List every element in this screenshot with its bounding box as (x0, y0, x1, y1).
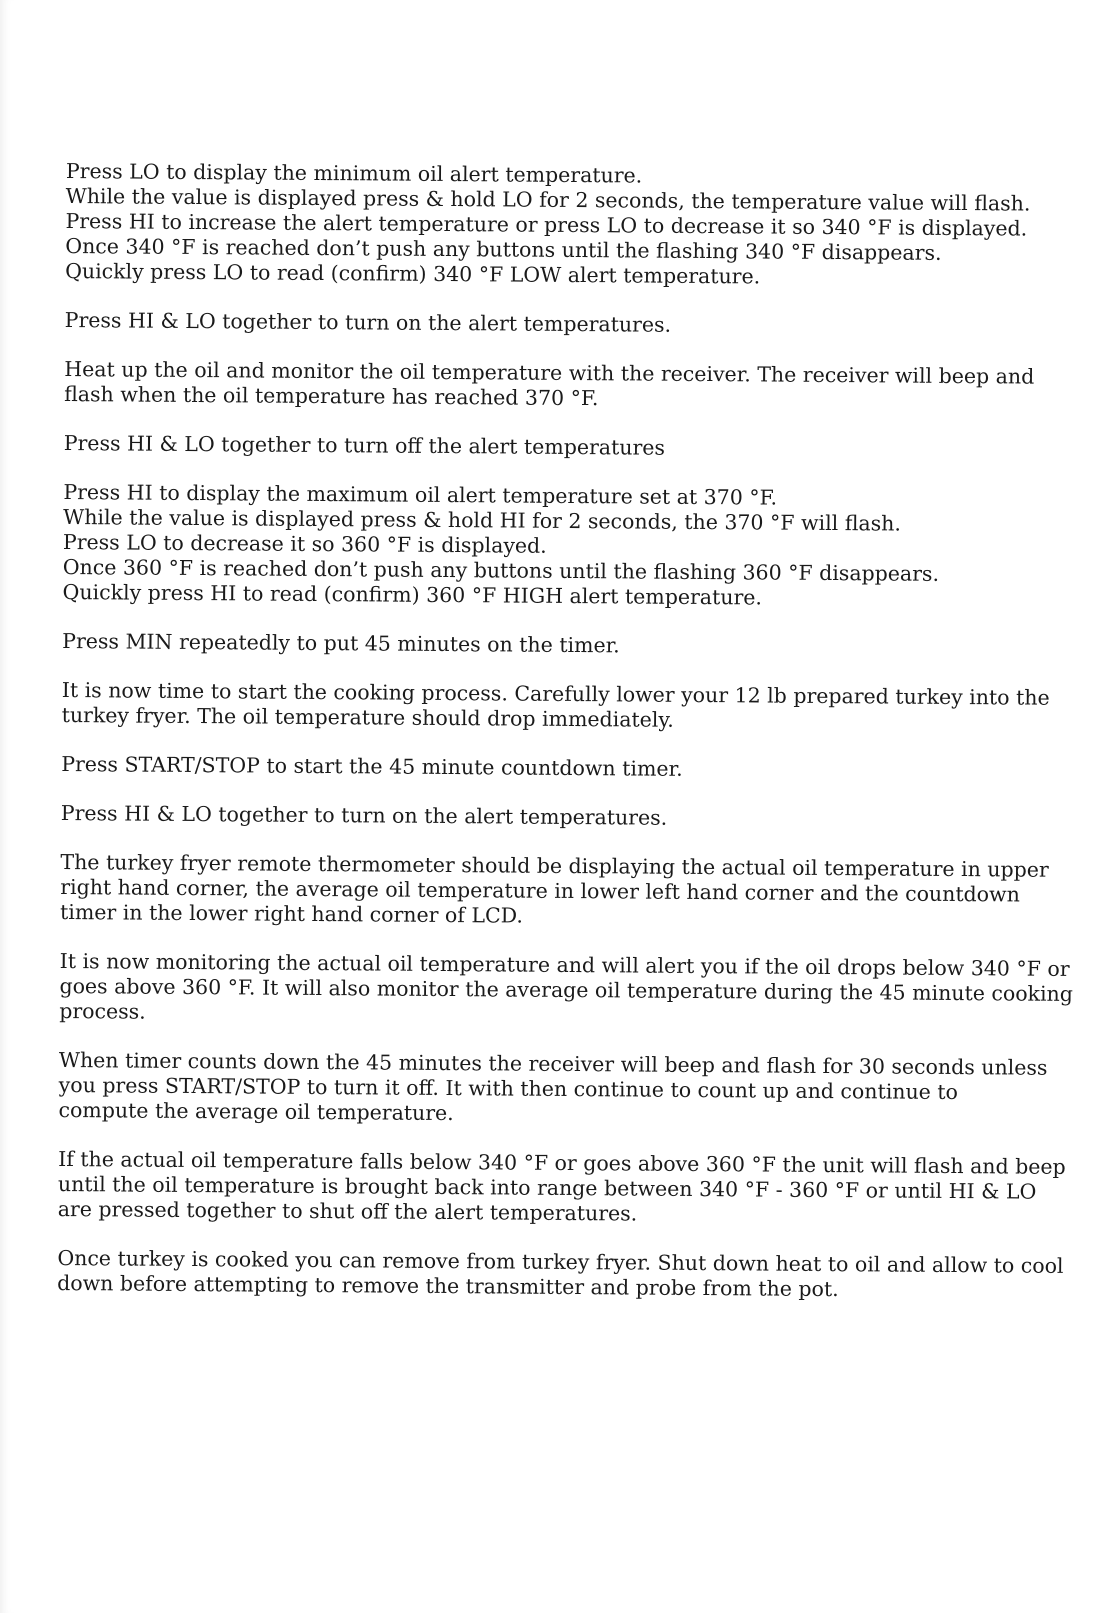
text-line: Quickly press HI to read (confirm) 360 °F HIGH alert temperature. (62, 579, 763, 610)
paragraph (58, 1147, 1079, 1230)
paragraph (61, 752, 1081, 785)
text-line: Once 360 °F is reached don’t push any buttons until the flashing 360 °F disappears. (62, 554, 940, 586)
text-line: It is now monitoring the actual oil temperature and will alert you if the oil drops below 340 °F or (59, 948, 1070, 981)
text-line: right hand corner, the average oil temperature in lower left hand corner and the countdown (60, 874, 1020, 907)
paragraph (58, 1048, 1079, 1131)
document-body (57, 159, 1086, 1328)
paragraph (65, 308, 1085, 341)
paragraph (61, 801, 1081, 834)
text-line: Once turkey is cooked you can remove from turkey fryer. Shut down heat to oil and allow to cool (57, 1245, 1064, 1278)
paragraph (60, 850, 1081, 933)
text-line: Press HI & LO together to turn off the alert temperatures (63, 430, 666, 460)
text-line: Press LO to decrease it so 360 °F is displayed. (62, 529, 547, 558)
paragraph (62, 480, 1083, 613)
text-line: The turkey fryer remote thermometer should be displaying the actual oil temperature in upper (60, 849, 1049, 882)
text-line: are pressed together to shut off the alert temperatures. (57, 1196, 638, 1226)
text-line: Press HI to display the maximum oil alert temperature set at 370 °F. (63, 479, 778, 510)
text-line: While the value is displayed press & hold HI for 2 seconds, the 370 °F will flash. (63, 504, 902, 536)
text-line: It is now time to start the cooking process. Carefully lower your 12 lb prepared turkey into the (61, 677, 1050, 710)
text-line: goes above 360 °F. It will also monitor the average oil temperature during the 45 minute cooking (59, 973, 1073, 1006)
paragraph (59, 949, 1080, 1032)
paragraph (64, 357, 1084, 415)
text-line: When timer counts down the 45 minutes the receiver will beep and flash for 30 seconds unless (58, 1047, 1048, 1080)
text-line: Press HI to increase the alert temperature or press LO to decrease it so 340 °F is displayed. (65, 208, 1028, 241)
paragraph (62, 629, 1082, 662)
text-line: flash when the oil temperature has reached 370 °F. (64, 381, 599, 411)
text-line: timer in the lower right hand corner of LCD. (59, 899, 524, 928)
paragraph (62, 678, 1082, 736)
paragraph (64, 431, 1084, 464)
text-line: down before attempting to remove the transmitter and probe from the pot. (57, 1270, 839, 1302)
text-line: Press HI & LO together to turn on the alert temperatures. (60, 800, 668, 830)
text-line: Press LO to display the minimum oil alert temperature. (65, 159, 643, 188)
text-line: Heat up the oil and monitor the oil temperature with the receiver. The receiver will beep and (64, 356, 1035, 389)
text-line: until the oil temperature is brought back into range between 340 °F - 360 °F or until HI & LO (57, 1171, 1037, 1204)
text-line: Once 340 °F is reached don’t push any buttons until the flashing 340 °F disappears. (65, 233, 942, 265)
text-line: While the value is displayed press & hold LO for 2 seconds, the temperature value will flash. (65, 183, 1031, 216)
text-line: compute the average oil temperature. (58, 1097, 454, 1126)
paragraph (65, 159, 1086, 292)
text-line: you press START/STOP to turn it off. It with then continue to count up and continue to (58, 1072, 959, 1105)
text-line: turkey fryer. The oil temperature should drop immediately. (61, 702, 674, 732)
text-line: Quickly press LO to read (confirm) 340 °F LOW alert temperature. (65, 258, 761, 289)
paragraph (57, 1246, 1077, 1304)
text-line: If the actual oil temperature falls below 340 °F or goes above 360 °F the unit will flash and beep (58, 1146, 1066, 1179)
text-line: Press MIN repeatedly to put 45 minutes on the timer. (62, 628, 620, 658)
text-line: Press HI & LO together to turn on the alert temperatures. (64, 307, 672, 337)
text-line: Press START/STOP to start the 45 minute countdown timer. (61, 751, 683, 781)
text-line: process. (59, 998, 146, 1024)
